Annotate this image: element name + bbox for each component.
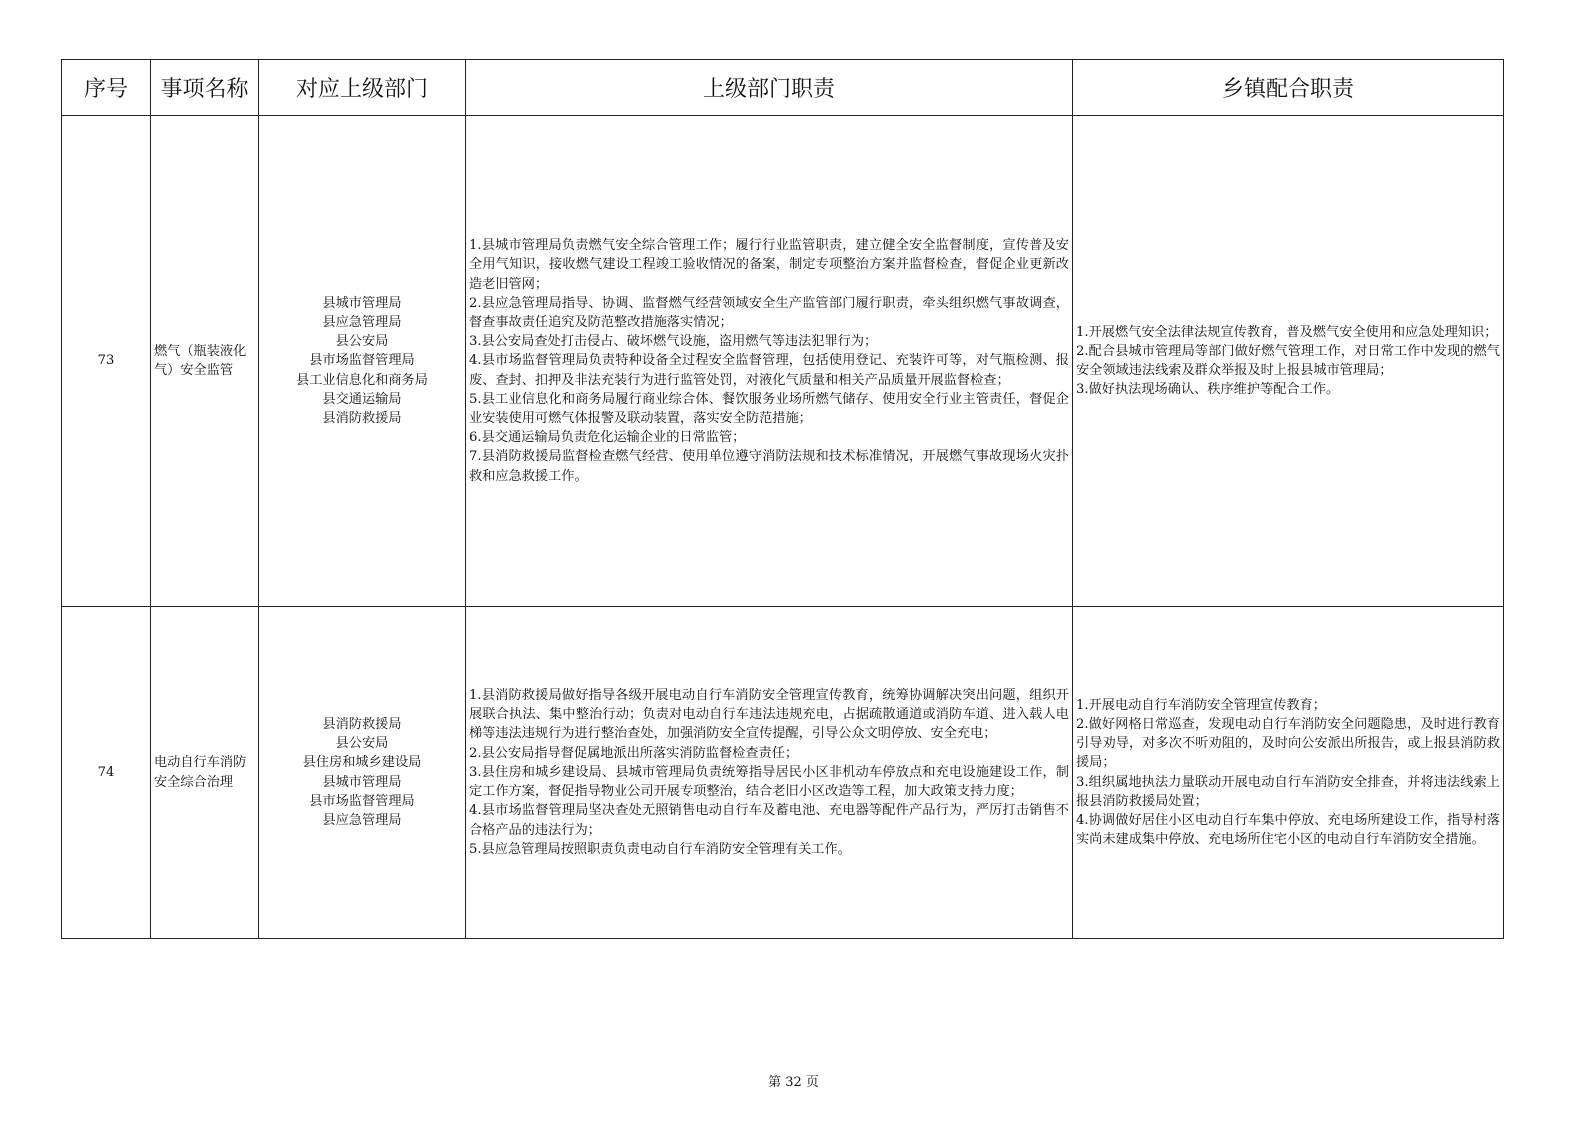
item-name: 电动自行车消防安全综合治理 — [151, 607, 259, 939]
duty-item: 2.县应急管理局指导、协调、监督燃气经营领域安全生产监管部门履行职责，牵头组织燃气事故调查，督查事故责任追究及防范整改措施落实情况； — [469, 295, 1069, 330]
duty-item: 4.县市场监督管理局坚决查处无照销售电动自行车及蓄电池、充电器等配件产品行为，严厉打击销售不合格产品的违法行为； — [469, 803, 1069, 838]
duty-item: 4.县市场监督管理局负责特种设备全过程安全监督管理，包括使用登记、充装许可等，对气瓶检测、报废、查封、扣押及非法充装行为进行监管处罚，对液化气质量和相关产品质量开展监督检查； — [469, 353, 1069, 388]
department-list — [259, 116, 466, 607]
duty-item: 2.县公安局指导督促属地派出所落实消防监督检查责任； — [469, 745, 799, 761]
department-item: 县城市管理局 — [322, 774, 402, 790]
department-item: 县工业信息化和商务局 — [296, 372, 428, 388]
duty-item: 1.县城市管理局负责燃气安全综合管理工作；履行行业监管职责，建立健全安全监督制度，宣传普及安全用气知识，接收燃气建设工程竣工验收情况的备案，制定专项整治方案并监督检查，督促企业更新改造老旧管网； — [469, 238, 1069, 292]
department-item: 县应急管理局 — [322, 314, 402, 330]
duty-item: 5.县应急管理局按照职责负责电动自行车消防安全管理有关工作。 — [469, 841, 851, 857]
department-item: 县城市管理局 — [322, 295, 402, 311]
duty-item: 3.做好执法现场确认、秩序维护等配合工作。 — [1076, 382, 1340, 398]
header-superior-department: 对应上级部门 — [259, 60, 466, 116]
header-superior-duties: 上级部门职责 — [466, 60, 1073, 116]
header-number: 序号 — [62, 60, 151, 116]
duty-item: 4.协调做好居住小区电动自行车集中停放、充电场所建设工作，指导村落实尚未建成集中停放、充电场所住宅小区的电动自行车消防安全措施。 — [1076, 812, 1500, 848]
page-number: 第 32 页 — [768, 1075, 819, 1090]
duty-item: 2.做好网格日常巡查，发现电动自行车消防安全问题隐患，及时进行教育引导劝导，对多次不听劝阻的，及时向公安派出所报告，或上报县消防救援局； — [1076, 716, 1500, 771]
department-item: 县住房和城乡建设局 — [302, 755, 422, 771]
duty-item: 6.县交通运输局负责危化运输企业的日常监管； — [469, 430, 746, 446]
township-duties — [1073, 116, 1504, 607]
row-number: 74 — [62, 607, 151, 939]
department-item: 县应急管理局 — [322, 812, 402, 828]
department-item: 县市场监督管理局 — [309, 353, 415, 369]
duty-item: 3.县住房和城乡建设局、县城市管理局负责统筹指导居民小区非机动车停放点和充电设施建设工作，制定工作方案，督促指导物业公司开展专项整治，结合老旧小区改造等工程，加大政策支持力度； — [469, 764, 1069, 800]
superior-duties — [466, 116, 1073, 607]
department-item: 县市场监督管理局 — [309, 793, 415, 809]
department-item: 县公安局 — [335, 334, 389, 350]
department-item: 县消防救援局 — [322, 716, 402, 732]
item-name: 燃气（瓶装液化气）安全监管 — [151, 116, 259, 607]
duty-item: 1.开展燃气安全法律法规宣传教育，普及燃气安全使用和应急处理知识； — [1076, 324, 1498, 340]
header-item-name: 事项名称 — [151, 60, 259, 116]
duty-item: 3.组织属地执法力量联动开展电动自行车消防安全排查，并将违法线索上报县消防救援局处置； — [1076, 774, 1500, 809]
duty-item: 1.县消防救援局做好指导各级开展电动自行车消防安全管理宣传教育，统筹协调解决突出问题，组织开展联合执法、集中整治行动；负责对电动自行车违法违规充电，占据疏散通道或消防车道、进入载人电梯等违法违规行为进行整治查处，加强消防安全宣传提醒，引导公众文明停放、安全充电； — [469, 688, 1069, 742]
duty-item: 5.县工业信息化和商务局履行商业综合体、餐饮服务业场所燃气储存、使用安全行业主管责任，督促企业安装使用可燃气体报警及联动装置，落实安全防范措施； — [469, 391, 1069, 426]
superior-duties — [466, 607, 1073, 939]
department-list — [259, 607, 466, 939]
duty-item: 3.县公安局查处打击侵占、破坏燃气设施，盗用燃气等违法犯罪行为； — [469, 334, 878, 350]
duty-item: 7.县消防救援局监督检查燃气经营、使用单位遵守消防法规和技术标准情况，开展燃气事故现场火灾扑救和应急救援工作。 — [469, 449, 1069, 484]
duty-item: 2.配合县城市管理局等部门做好燃气管理工作，对日常工作中发现的燃气安全领域违法线索及群众举报及时上报县城市管理局； — [1076, 343, 1500, 378]
row-number: 73 — [62, 116, 151, 607]
duty-table — [61, 59, 1504, 939]
table-row — [62, 607, 1504, 939]
header-row — [62, 60, 1504, 116]
department-item: 县公安局 — [335, 736, 389, 752]
table-row — [62, 116, 1504, 607]
department-item: 县消防救援局 — [322, 411, 402, 426]
township-duties — [1073, 607, 1504, 939]
department-item: 县交通运输局 — [322, 391, 402, 407]
duty-item: 1.开展电动自行车消防安全管理宣传教育； — [1076, 697, 1326, 713]
header-township-duties: 乡镇配合职责 — [1073, 60, 1504, 116]
